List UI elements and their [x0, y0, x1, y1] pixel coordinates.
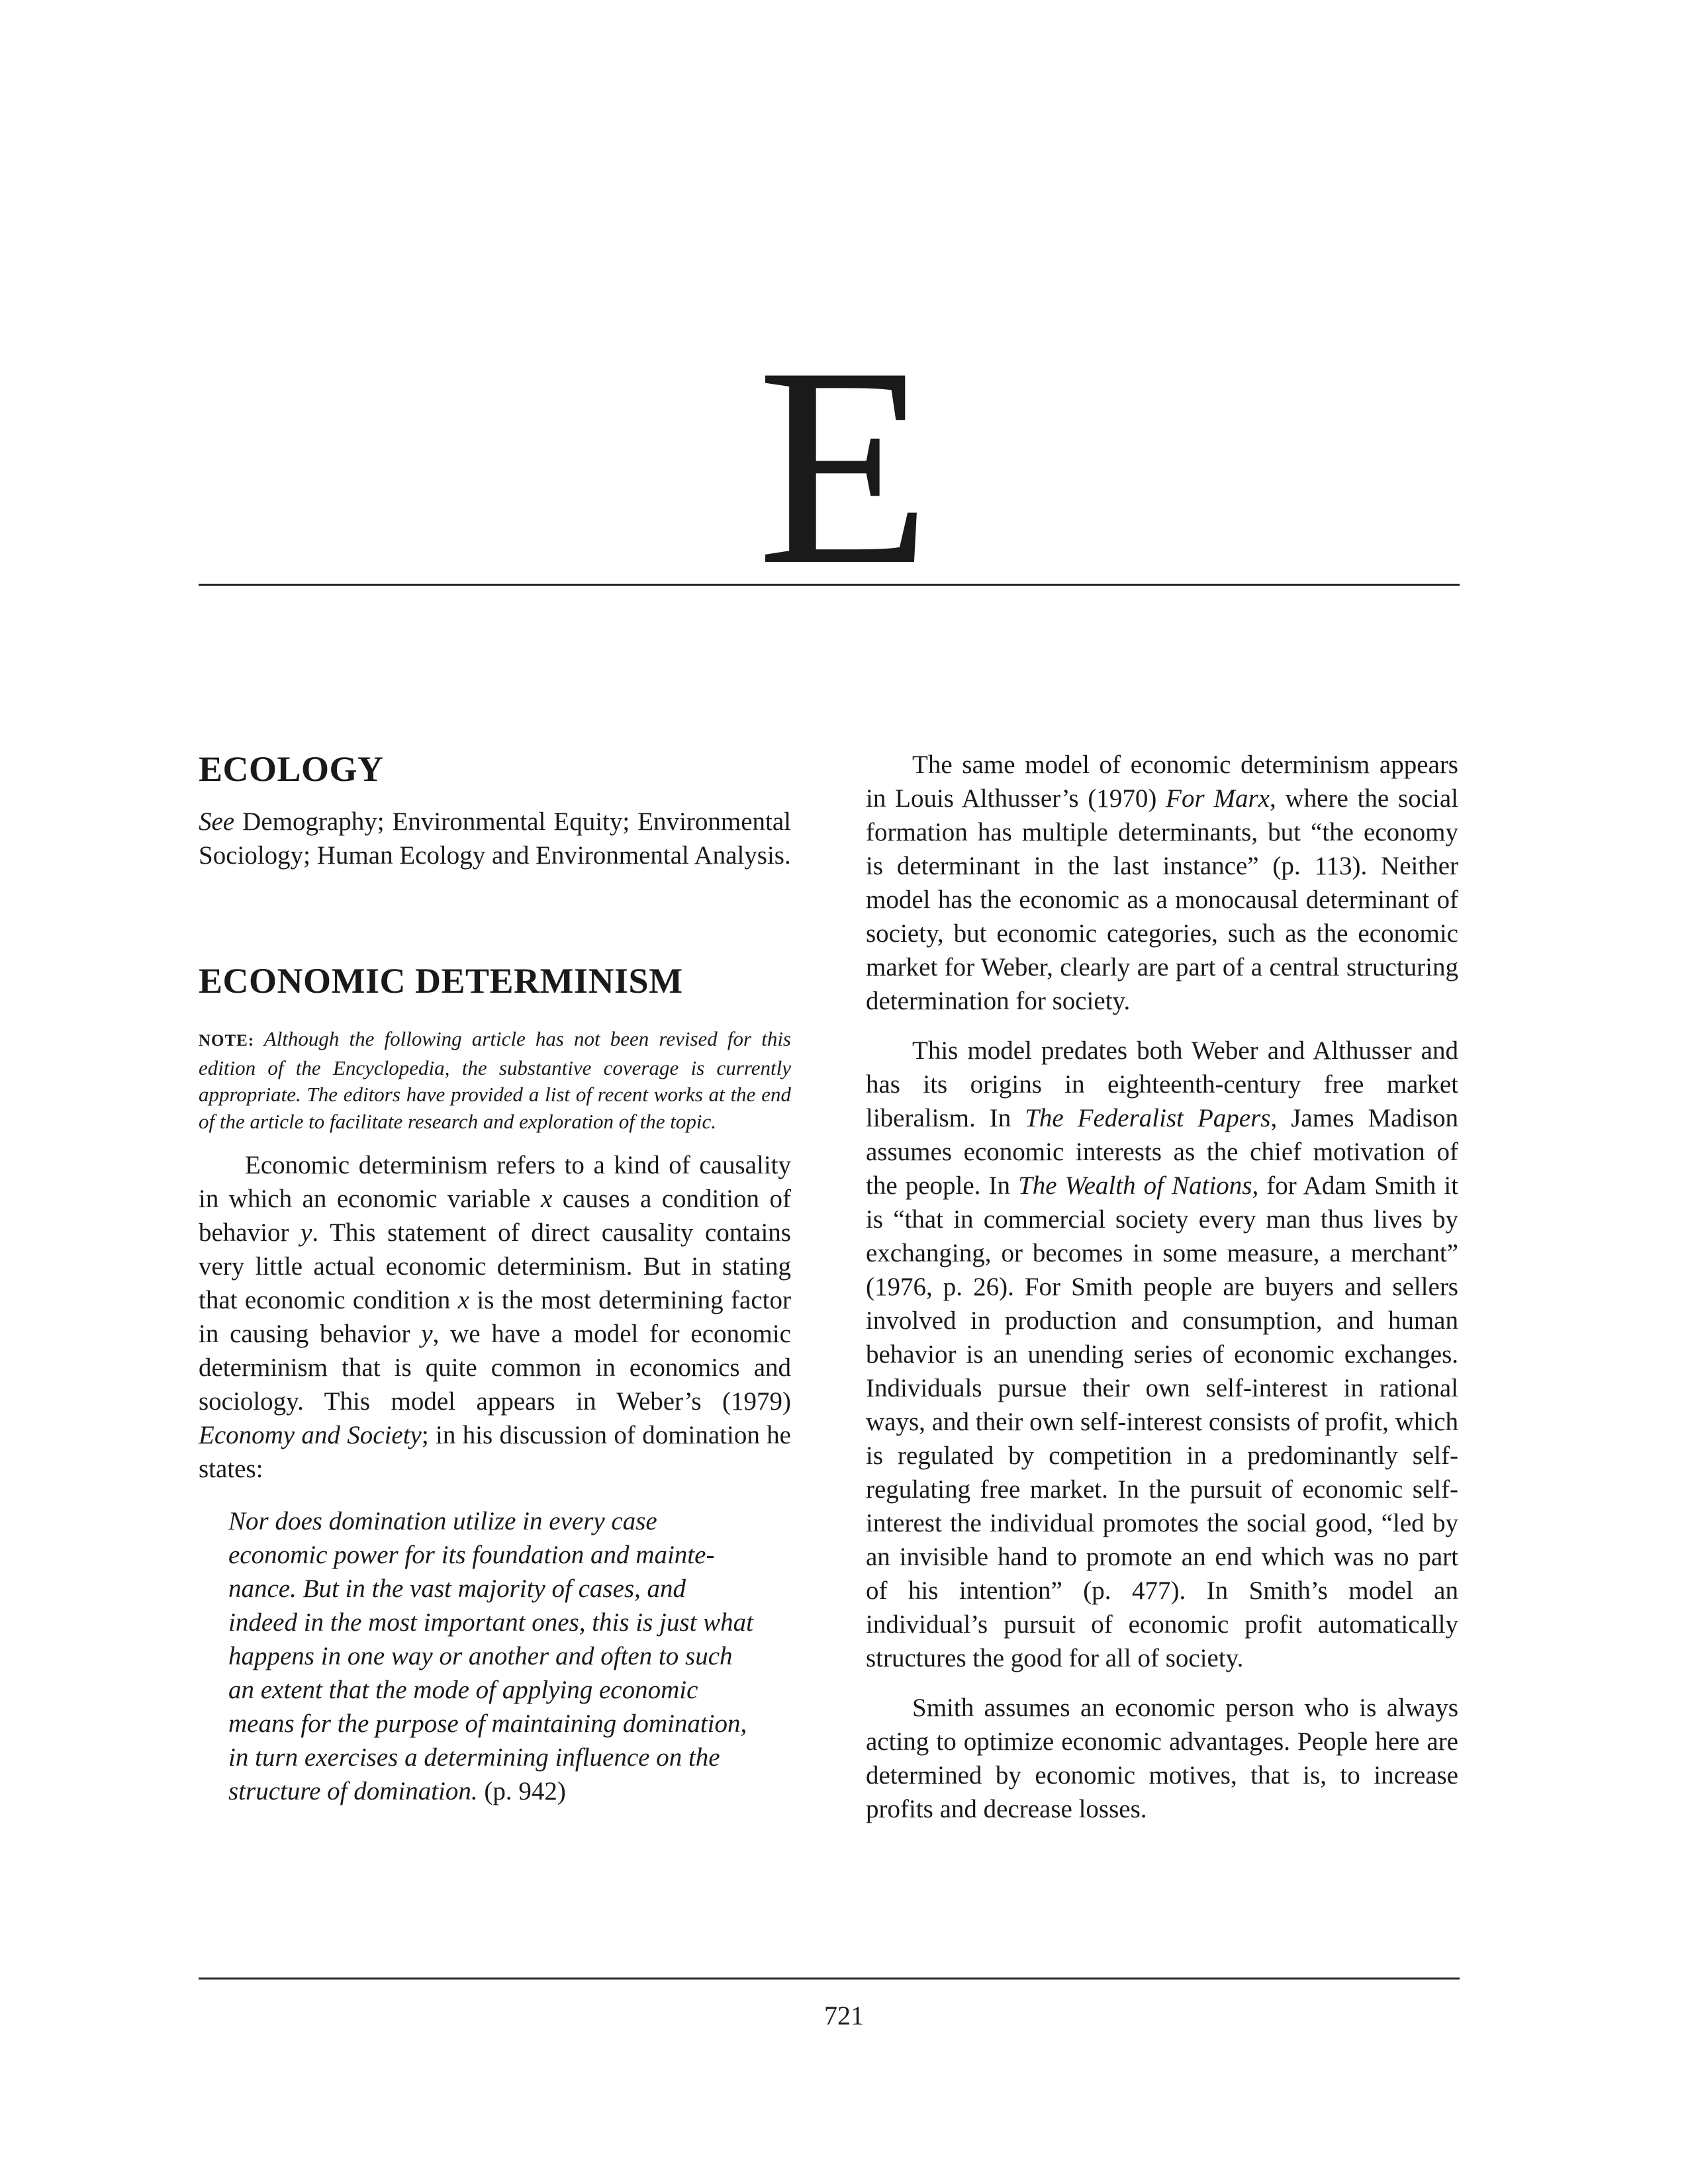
- work-title: For Marx: [1166, 784, 1270, 813]
- variable: x: [540, 1185, 553, 1213]
- text-run: Economic determinism refers to a kind of causality in which an economic variable: [199, 1151, 791, 1213]
- text-run: , for Adam Smith it is “that in commercial society every man thus lives by exchanging, or becomes in some measure, a merchant” (1976, p. 26). For Smith people are buyers and sellers involved in production and consumption, and human behavior is an unending series of economic exchanges. Individuals pursue their own self-interest in rational ways, and their own self-interest consists of profit, which is regulated by competition in a predominantly self-regulating free market. In the pursuit of economic self-interest the individual promotes the social good, “led by an invisible hand to promote an end which was no part of his intention” (p. 477). In Smith’s model an individual’s pursuit of economic profit automatically structures the good for all of society.: [866, 1171, 1459, 1672]
- text-run: causes a condition of behavior: [199, 1185, 791, 1247]
- text-run: is the most determining factor in causing behavior: [199, 1286, 791, 1348]
- section-letter-heading: E: [757, 309, 931, 624]
- footer-rule: [199, 1978, 1460, 1979]
- work-title: The Wealth of Nations: [1018, 1171, 1252, 1200]
- work-title: Economy and Society: [199, 1421, 422, 1449]
- quote-citation: (p. 942): [477, 1777, 566, 1805]
- block-quote: [228, 1504, 758, 1808]
- editor-note: [199, 1026, 791, 1135]
- body-paragraph: [866, 1034, 1458, 1675]
- text-run: , James Madison assumes economic interests as the chief motivation of the people. In: [866, 1104, 1459, 1200]
- variable: y: [301, 1218, 312, 1247]
- see-references: Demography; Environmental Equity; Environmental Sociology; Human Ecology and Environmental Analysis.: [199, 807, 791, 870]
- note-text: Although the following article has not been revised for this edition of the Encyclopedia, the substantive coverage is currently appropriate. The editors have provided a list of recent works at the end of the article to facilitate research and exploration of the topic.: [199, 1027, 791, 1133]
- cross-reference: [199, 805, 791, 872]
- right-column: [866, 748, 1458, 1826]
- left-column: [199, 748, 791, 1808]
- body-paragraph: [866, 748, 1458, 1018]
- text-run: , we have a model for economic determinism that is quite common in economics and sociology. This model appears in Weber’s (1979): [199, 1320, 791, 1416]
- page-number: 721: [824, 2001, 864, 2030]
- note-label: NOTE:: [199, 1032, 255, 1050]
- text-run: , where the social formation has multiple determinants, but “the economy is determinant in the last instance” (p. 113). Neither model has the economic as a monocausal determinant of society, but economic categories, such as the economic market for Weber, clearly are part of a central structuring determination for society.: [866, 784, 1458, 1015]
- header-rule: [199, 584, 1460, 586]
- quote-text: Nor does domination utilize in every case economic power for its foundation and maintenance. But in the vast majority of cases, and indeed in the most important ones, this is just what happens in one way or another and often to such an extent that the mode of applying economic means for the purpose of maintaining domination, in turn exercises a determining influence on the structure of domination.: [228, 1507, 754, 1805]
- variable: x: [457, 1286, 469, 1314]
- text-run: The same model of economic determinism appears in Louis Althusser’s (1970): [866, 751, 1458, 813]
- entry-title-economic-determinism: ECONOMIC DETERMINISM: [199, 961, 683, 1001]
- body-paragraph: [199, 1148, 791, 1486]
- variable: y: [421, 1320, 433, 1348]
- body-paragraph: Smith assumes an economic person who is always acting to optimize economic advantages. People here are determined by economic motives, that is, to increase profits and decrease losses.: [866, 1694, 1458, 1823]
- see-label: See: [199, 807, 235, 836]
- text-run: This model predates both Weber and Althusser and has its origins in eighteenth-century free market liberalism. In: [866, 1036, 1458, 1132]
- text-run: ; in his discussion of domination he states:: [199, 1421, 791, 1483]
- work-title: The Federalist Papers: [1025, 1104, 1271, 1132]
- text-run: . This statement of direct causality contains very little actual economic determinism. But in stating that economic condition: [199, 1218, 791, 1314]
- entry-title-ecology: ECOLOGY: [199, 749, 384, 789]
